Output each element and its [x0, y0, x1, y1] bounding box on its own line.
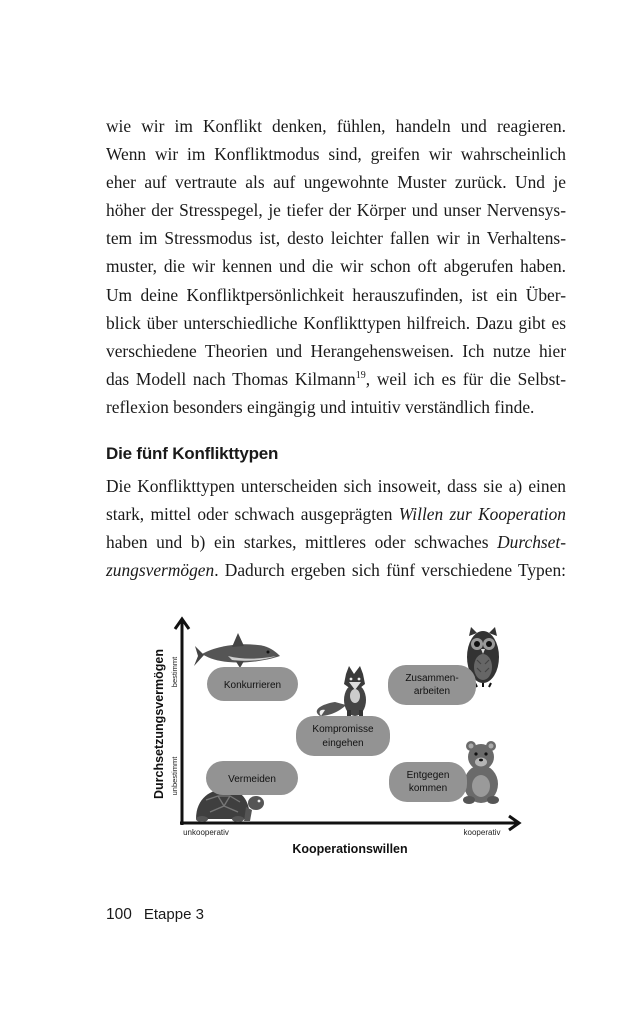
- x-axis-label: Kooperationswillen: [292, 842, 408, 856]
- shark-icon: [194, 633, 280, 668]
- y-axis-label: Durchsetzungsvermögen: [152, 648, 166, 800]
- y-tick-low: unbestimmt: [170, 756, 179, 796]
- type-label: arbeiten: [413, 686, 451, 697]
- text-line: höher der Stresspegel, je tiefer der Körper und unser Nervensys-: [106, 200, 566, 221]
- page-footer: [106, 906, 204, 924]
- type-label: Entgegen: [406, 770, 450, 781]
- text-line: blick über unterschiedliche Konflikttypen hilfreich. Dazu gibt es: [106, 312, 566, 333]
- bear-icon: [463, 741, 499, 804]
- text-line: eher auf vertraute als auf ungewohnte Muster zurück. Und je: [106, 172, 566, 193]
- type-vermeiden: [206, 761, 298, 795]
- page-number: 100: [106, 906, 132, 923]
- type-konkurrieren: [207, 667, 298, 701]
- text-line: Wenn wir im Konfliktmodus sind, greifen wir wahrscheinlich: [106, 144, 566, 165]
- footnote-ref[interactable]: 19: [355, 370, 366, 382]
- type-label: kommen: [408, 783, 448, 794]
- y-tick-high: bestimmt: [170, 656, 179, 688]
- type-zusammenarbeiten: [388, 665, 476, 705]
- text-line: wie wir im Konflikt denken, fühlen, handeln und reagieren.: [106, 116, 566, 136]
- type-label: Zusammen-: [405, 673, 459, 684]
- type-label: Konkurrieren: [223, 680, 282, 691]
- body-paragraph-2: [106, 472, 566, 584]
- type-label: Vermeiden: [228, 774, 276, 785]
- text-line: zungsvermögen. Dadurch ergeben sich fünf verschiedene Typen:: [106, 560, 566, 581]
- text-line: reflexion besonders eingängig und intuitiv verständlich finde.: [106, 396, 535, 417]
- text-line: Die Konflikttypen unterscheiden sich insoweit, dass sie a) einen: [106, 476, 566, 496]
- text-line: das Modell nach Thomas Kilmann$^{19}$, weil ich es für die Selbst-: [106, 368, 566, 389]
- text-line: Um deine Konfliktpersönlichkeit herauszufinden, ist ein Über-: [106, 284, 566, 305]
- type-entgegenkommen: [389, 762, 467, 802]
- text-line: stark, mittel oder schwach ausgeprägten Willen zur Kooperation: [106, 504, 566, 525]
- x-tick-high: kooperativ: [463, 828, 501, 837]
- text-line: tem im Stressmodus ist, desto leichter fallen wir in Verhaltens-: [106, 228, 566, 249]
- type-label: Kompromisse: [312, 724, 374, 735]
- section-heading: Die fünf Konflikttypen: [106, 444, 279, 463]
- section-name: Etappe 3: [143, 906, 204, 923]
- text-line: muster, die wir kennen und die wir schon oft abgerufen haben.: [106, 256, 566, 277]
- text-line: haben und b) ein starkes, mittleres oder schwaches Durchset-: [106, 532, 566, 553]
- type-label: eingehen: [322, 738, 364, 749]
- conflict-types-diagram: [140, 612, 540, 862]
- fox-icon: [317, 666, 366, 718]
- type-kompromisse: [296, 716, 390, 756]
- text-line: verschiedene Theorien und Herangehensweisen. Ich nutze hier: [106, 340, 566, 361]
- x-tick-low: unkooperativ: [183, 828, 229, 837]
- body-paragraph-1: [106, 112, 566, 421]
